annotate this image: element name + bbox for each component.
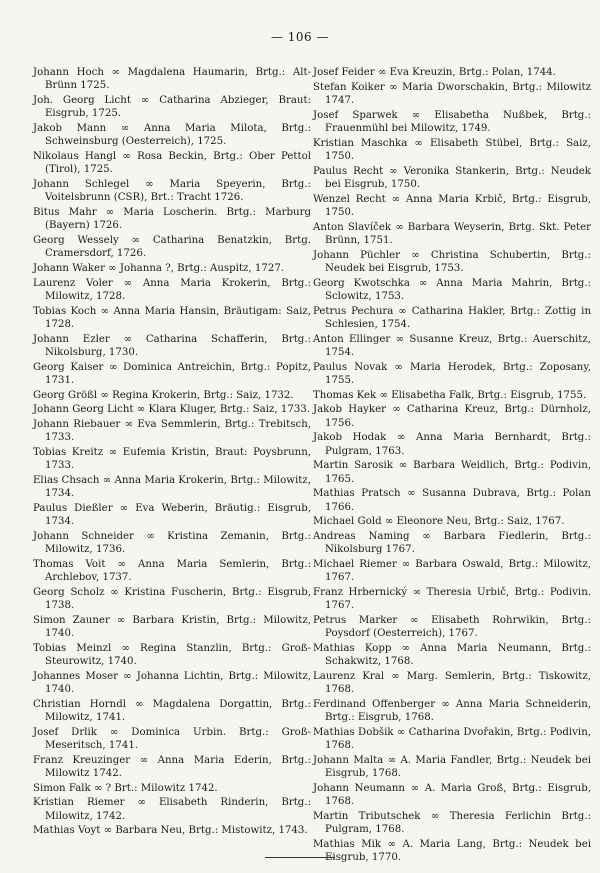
marriage-entry: Franz Hrbernický ∞ Theresia Urbič, Brtg.: Podivin. 1767. (313, 586, 591, 612)
marriage-entry: Nikolaus Hangl ∞ Rosa Beckin, Brtg.: Ober Pettol (Tirol), 1725. (33, 151, 311, 176)
marriage-entry: Josef Feider ∞ Eva Kreuzin, Brtg.: Polan, 1744. (313, 67, 556, 78)
marriage-entry: Johann Georg Licht ∞ Klara Kluger, Brtg.: Saiz, 1733. (33, 404, 311, 416)
marriage-entry: Johann Waker ∞ Johanna ?, Brtg.: Auspitz, 1727. (33, 263, 285, 274)
marriage-entry: Mathias Mik ∞ A. Maria Lang, Brtg.: Neudek bei Eisgrub, 1770. (313, 838, 591, 864)
marriage-entry: Johannes Moser ∞ Johanna Lichtin, Brtg.: Milowitz, 1740. (33, 670, 311, 696)
marriage-entry: Stefan Koiker ∞ Maria Dworschakin, Brtg.: Milowitz 1747. (313, 81, 591, 106)
marriage-entry: Laurenz Kral ∞ Marg. Semlerin, Brtg.: Tiskowitz, 1768. (313, 670, 591, 696)
marriage-entry: Johann Ezler ∞ Catharina Schafferin, Brtg.: Nikolsburg, 1730. (33, 333, 311, 358)
marriage-entry: Kristian Maschka ∞ Elisabeth Stübel, Brtg.: Saiz, 1750. (313, 137, 591, 162)
marriage-entry: Jakob Hodak ∞ Anna Maria Bernhardt, Brtg.: Pulgram, 1763. (313, 432, 591, 457)
marriage-entry: Anton Ellinger ∞ Susanne Kreuz, Brtg.: Auerschitz, 1754. (313, 333, 591, 358)
marriage-entry: Wenzel Recht ∞ Anna Maria Krbič, Brtg.: Eisgrub, 1750. (313, 193, 591, 218)
marriage-entry: Petrus Pechura ∞ Catharina Hakler, Brtg.: Zottig in Schlesien, 1754. (313, 305, 591, 330)
marriage-entry: Jakob Hayker ∞ Catharina Kreuz, Brtg.: Dürnholz, 1756. (313, 404, 591, 429)
marriage-entry: Martin Tributschek ∞ Theresia Ferlichin Brtg.: Pulgram, 1768. (313, 810, 591, 836)
marriage-entry: Johann Malta ∞ A. Maria Fandler, Brtg.: Neudek bei Eisgrub, 1768. (313, 754, 591, 780)
marriage-entry: Johann Schneider ∞ Kristina Zemanin, Brtg.: Milowitz, 1736. (33, 530, 311, 556)
marriage-entry: Tobias Meinzl ∞ Regina Stanzlin, Brtg.: Groß-Steurowitz, 1740. (33, 642, 311, 668)
marriage-entry: Anton Slavíček ∞ Barbara Weyserin, Brtg. Skt. Peter Brünn, 1751. (313, 221, 591, 246)
marriage-entry: Jakob Mann ∞ Anna Maria Milota, Brtg.: Schweinsburg (Oesterreich), 1725. (33, 123, 311, 148)
marriage-entry: Tobias Kreitz ∞ Eufemia Kristin, Braut: Poysbrunn, 1733. (33, 446, 311, 472)
marriage-entry: Georg Kwotschka ∞ Anna Maria Mahrin, Brtg.: Sclowitz, 1753. (313, 277, 591, 302)
marriage-entry: Christian Horndl ∞ Magdalena Dorgattin, Brtg.: Milowitz, 1741. (33, 698, 311, 724)
marriage-entry: Mathias Dobšik ∞ Catharina Dvořakin, Brtg.: Podivin, 1768. (313, 726, 591, 752)
marriage-entry: Thomas Kek ∞ Elisabetha Falk, Brtg.: Eisgrub, 1755. (313, 389, 587, 401)
marriage-entry: Ferdinand Offenberger ∞ Anna Maria Schneiderin, Brtg.: Eisgrub, 1768. (313, 698, 591, 724)
marriage-entry: Johann Schlegel ∞ Maria Speyerin, Brtg.: Voitelsbrunn (CSR), Brt.: Tracht 1726. (33, 179, 311, 204)
marriage-entry: Mathias Voyt ∞ Barbara Neu, Brtg.: Mistowitz, 1743. (33, 825, 308, 837)
marriage-entry: Franz Kreuzinger ∞ Anna Maria Ederin, Brtg.: Milowitz 1742. (33, 754, 311, 780)
marriage-entry: Martin Sarosik ∞ Barbara Weidlich, Brtg.: Podivin, 1765. (313, 460, 591, 485)
marriage-entry: Michael Riemer ∞ Barbara Oswald, Brtg.: Milowitz, 1767. (313, 558, 591, 584)
marriage-entry: Mathias Kopp ∞ Anna Maria Neumann, Brtg.: Schakwitz, 1768. (313, 642, 591, 668)
marriage-entry: Elias Chsach ∞ Anna Maria Krokerin, Brtg.: Milowitz, 1734. (33, 474, 311, 500)
right-column (313, 66, 591, 866)
marriage-entry: Josef Drlik ∞ Dominica Urbin. Brtg.: Groß-Meseritsch, 1741. (33, 726, 311, 752)
marriage-entry: Paulus Novak ∞ Maria Herodek, Brtg.: Zoposany, 1755. (313, 361, 591, 386)
marriage-entry: Josef Sparwek ∞ Elisabetha Nußbek, Brtg.: Frauenmühl bei Milowitz, 1749. (313, 109, 591, 134)
marriage-entry: Simon Zauner ∞ Barbara Kristin, Brtg.: Milowitz, 1740. (33, 614, 311, 640)
marriage-entry: Petrus Marker ∞ Elisabeth Rohrwikin, Brtg.: Poysdorf (Oesterreich), 1767. (313, 614, 591, 640)
marriage-entry: Joh. Georg Licht ∞ Catharina Abzieger, Braut: Eisgrub, 1725. (33, 95, 311, 120)
marriage-entry: Laurenz Voler ∞ Anna Maria Krokerin, Brtg.: Milowitz, 1728. (33, 277, 311, 302)
page-number: — 106 — (270, 30, 330, 44)
marriage-entry: Tobias Koch ∞ Anna Maria Hansin, Bräutigam: Saiz, 1728. (33, 305, 311, 330)
marriage-entry: Simon Falk ∞ ? Brt.: Milowitz 1742. (33, 782, 218, 794)
bottom-divider (265, 857, 335, 858)
left-column (33, 66, 311, 839)
marriage-entry: Thomas Voit ∞ Anna Maria Semlerin, Brtg.: Archlebov, 1737. (33, 558, 311, 584)
marriage-entry: Paulus Recht ∞ Veronika Stankerin, Brtg.: Neudek bei Eisgrub, 1750. (313, 165, 591, 190)
marriage-entry: Mathias Pratsch ∞ Susanna Dubrava, Brtg.: Polan 1766. (313, 488, 591, 513)
marriage-entry: Andreas Naming ∞ Barbara Fiedlerin, Brtg.: Nikolsburg 1767. (313, 530, 591, 556)
marriage-entry: Johann Riebauer ∞ Eva Semmlerin, Brtg.: Trebitsch, 1733. (33, 418, 311, 444)
marriage-entry: Johann Püchler ∞ Christina Schubertin, Brtg.: Neudek bei Eisgrub, 1753. (313, 249, 591, 274)
marriage-entry: Johann Neumann ∞ A. Maria Groß, Brtg.: Eisgrub, 1768. (313, 782, 591, 808)
marriage-entry: Georg Größl ∞ Regina Krokerin, Brtg.: Saiz, 1732. (33, 389, 294, 401)
marriage-entry: Michael Gold ∞ Eleonore Neu, Brtg.: Saiz, 1767. (313, 516, 565, 528)
marriage-entry: Georg Scholz ∞ Kristina Fuscherin, Brtg.: Eisgrub, 1738. (33, 586, 311, 612)
marriage-entry: Paulus Dießler ∞ Eva Weberin, Bräutig.: Eisgrub, 1734. (33, 502, 311, 528)
marriage-entry: Georg Wessely ∞ Catharina Benatzkin, Brtg. Cramersdorf, 1726. (33, 235, 311, 260)
marriage-entry: Johann Hoch ∞ Magdalena Haumarin, Brtg.: Alt-Brünn 1725. (33, 67, 311, 92)
marriage-entry: Kristian Riemer ∞ Elisabeth Rinderin, Brtg.: Milowitz, 1742. (33, 797, 311, 822)
marriage-entry: Bitus Mahr ∞ Maria Loscherin. Brtg.: Marburg (Bayern) 1726. (33, 207, 311, 232)
marriage-entry: Georg Kaiser ∞ Dominica Antreichin, Brtg.: Popitz, 1731. (33, 361, 311, 386)
